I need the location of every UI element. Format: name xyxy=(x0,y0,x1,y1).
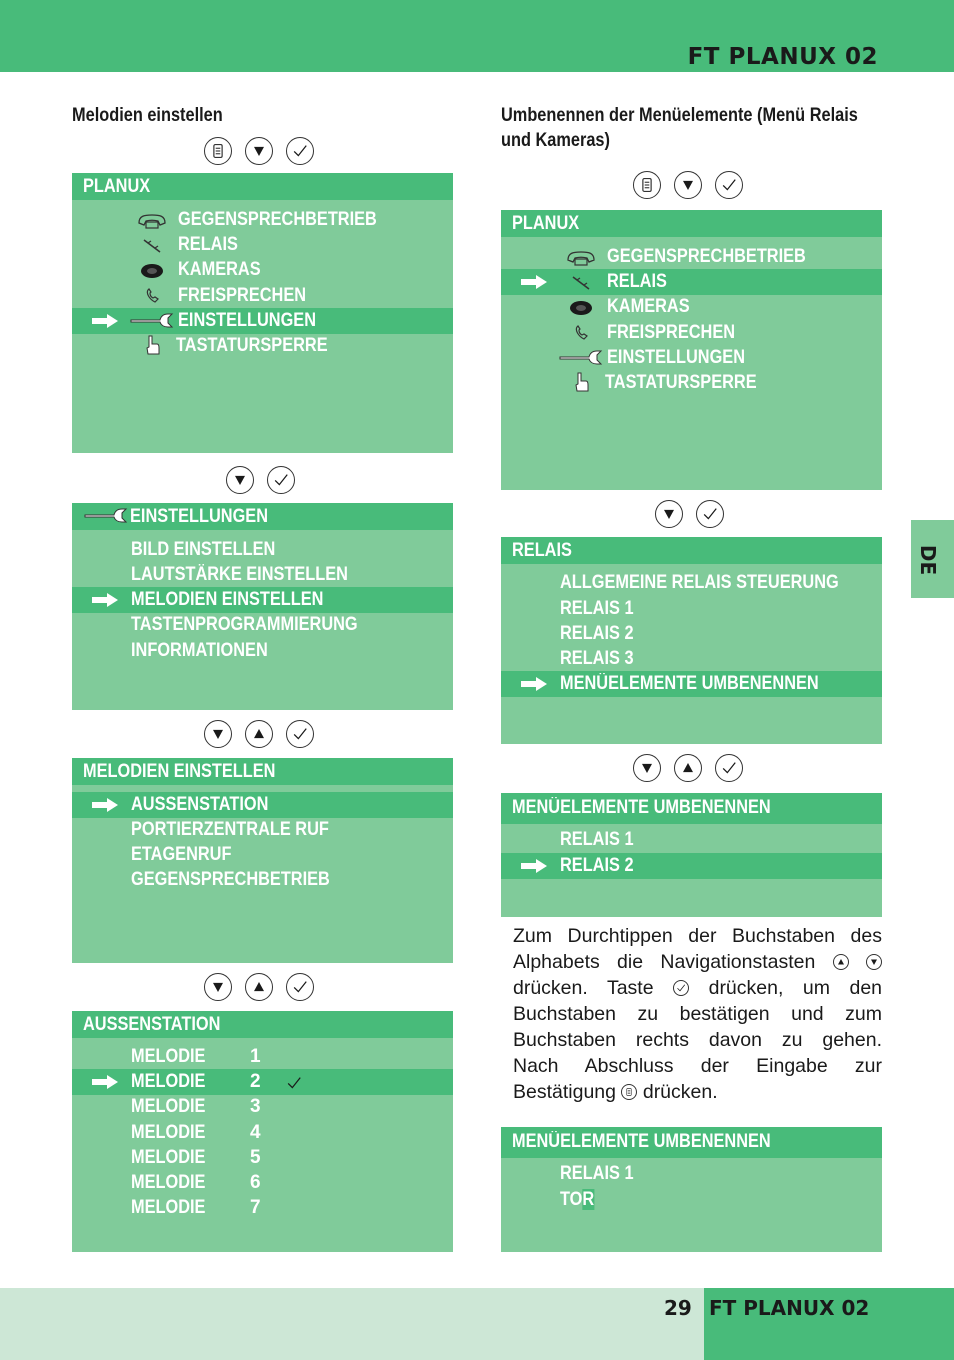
down-arrow-icon xyxy=(866,954,882,970)
menu-panel-planux-right xyxy=(501,210,882,490)
down-arrow-icon xyxy=(674,171,702,199)
keylock-icon xyxy=(573,372,589,392)
panel-header xyxy=(501,210,882,237)
panel-title: MENÜELEMENTE UMBENENNEN xyxy=(512,1131,771,1152)
camera-icon xyxy=(139,262,165,280)
menu-item: RELAIS 2 xyxy=(560,623,634,644)
relay-icon xyxy=(140,237,164,255)
panel-title: PLANUX xyxy=(512,213,580,234)
nav-buttons-2 xyxy=(226,466,295,494)
selection-highlight xyxy=(72,1069,453,1095)
melody-number: 4 xyxy=(250,1122,261,1143)
menu-panel-aussenstation xyxy=(72,1011,453,1252)
footer-title: FT PLANUX 02 xyxy=(709,1296,870,1320)
panel-title: MELODIEN EINSTELLEN xyxy=(83,761,276,782)
menu-item-selected: MENÜELEMENTE UMBENENNEN xyxy=(560,673,819,694)
down-arrow-icon xyxy=(204,720,232,748)
menu-item-selected: RELAIS 2 xyxy=(560,855,634,876)
paragraph-line: Buchstaben zu bestätigen und zum xyxy=(513,1003,882,1025)
menu-panel-planux-left xyxy=(72,173,453,453)
menu-item: FREISPRECHEN xyxy=(607,322,736,343)
panel-title: RELAIS xyxy=(512,540,572,561)
melody-number: 1 xyxy=(250,1046,261,1067)
selection-highlight xyxy=(501,853,882,879)
paragraph-text: Alphabets die Navigationstasten xyxy=(513,951,816,973)
menu-item: RELAIS 1 xyxy=(560,829,634,850)
menu-item-selected: RELAIS xyxy=(607,271,667,292)
panel-header xyxy=(72,758,453,785)
panel-title: EINSTELLUNGEN xyxy=(130,506,268,527)
menu-panel-umbenennen xyxy=(501,793,882,917)
page-number: 29 xyxy=(664,1296,692,1320)
melody-label: MELODIE xyxy=(131,1046,206,1067)
menu-panel-einstellungen xyxy=(72,503,453,710)
melody-number: 5 xyxy=(250,1147,261,1168)
check-icon xyxy=(286,137,314,165)
intercom-icon xyxy=(565,249,597,267)
nav-buttons-7 xyxy=(633,754,743,782)
menu-panel-umbenennen-edit xyxy=(501,1127,882,1252)
menu-item-selected: MELODIEN EINSTELLEN xyxy=(131,589,324,610)
document-title: FT PLANUX 02 xyxy=(687,44,878,70)
relay-icon xyxy=(569,274,593,292)
check-icon xyxy=(286,973,314,1001)
menu-item: TASTATURSPERRE xyxy=(176,335,328,356)
melody-number: 6 xyxy=(250,1172,261,1193)
up-arrow-icon xyxy=(245,973,273,1001)
section-title-melodien: Melodien einstellen xyxy=(72,105,223,126)
selection-arrow-icon xyxy=(92,593,118,607)
selection-arrow-icon xyxy=(521,677,547,691)
down-arrow-icon xyxy=(655,500,683,528)
menu-icon xyxy=(621,1084,637,1100)
down-arrow-icon xyxy=(204,973,232,1001)
menu-item: TASTATURSPERRE xyxy=(605,372,757,393)
paragraph-text: drücken, um den xyxy=(708,977,883,999)
paragraph-line: Nach Abschluss der Eingabe zur xyxy=(513,1055,882,1077)
wrench-icon xyxy=(559,350,603,366)
up-arrow-icon xyxy=(245,720,273,748)
camera-icon xyxy=(568,299,594,317)
menu-item: EINSTELLUNGEN xyxy=(607,347,745,368)
edit-text: TO xyxy=(560,1189,583,1210)
paragraph-line: Buchstaben rechts davon zu gehen. xyxy=(513,1029,882,1051)
up-arrow-icon xyxy=(674,754,702,782)
menu-item: TASTENPROGRAMMIERUNG xyxy=(131,614,358,635)
melody-label: MELODIE xyxy=(131,1096,206,1117)
menu-item: INFORMATIONEN xyxy=(131,640,268,661)
nav-buttons-5 xyxy=(633,171,743,199)
check-icon xyxy=(673,980,689,996)
section-title-umbenennen xyxy=(501,103,881,153)
paragraph-line xyxy=(513,975,882,1001)
check-icon xyxy=(696,500,724,528)
melody-number: 2 xyxy=(250,1071,261,1092)
menu-item: GEGENSPRECHBETRIEB xyxy=(607,246,806,267)
nav-buttons-1 xyxy=(204,137,314,165)
selection-arrow-icon xyxy=(92,314,118,328)
menu-item: PORTIERZENTRALE RUF xyxy=(131,819,329,840)
panel-title: MENÜELEMENTE UMBENENNEN xyxy=(512,797,771,818)
panel-header xyxy=(72,173,453,200)
panel-header xyxy=(501,1127,882,1158)
paragraph-line xyxy=(513,1079,882,1105)
melody-label: MELODIE xyxy=(131,1197,206,1218)
check-icon xyxy=(267,466,295,494)
menu-item: FREISPRECHEN xyxy=(178,285,307,306)
check-icon xyxy=(715,171,743,199)
panel-title: AUSSENSTATION xyxy=(83,1014,221,1035)
menu-icon xyxy=(633,171,661,199)
melody-label: MELODIE xyxy=(131,1147,206,1168)
wrench-icon xyxy=(130,313,174,329)
nav-buttons-6 xyxy=(655,500,724,528)
check-icon xyxy=(284,1073,304,1093)
panel-title: PLANUX xyxy=(83,176,151,197)
handsfree-icon xyxy=(572,324,592,342)
footer-band xyxy=(0,1288,704,1360)
nav-buttons-4 xyxy=(204,973,314,1001)
down-arrow-icon xyxy=(633,754,661,782)
melody-label: MELODIE xyxy=(131,1172,206,1193)
menu-item-selected: AUSSENSTATION xyxy=(131,794,269,815)
menu-icon xyxy=(204,137,232,165)
menu-item-selected: EINSTELLUNGEN xyxy=(178,310,316,331)
selection-arrow-icon xyxy=(521,275,547,289)
menu-item: KAMERAS xyxy=(178,259,261,280)
language-tab-label: DE xyxy=(916,544,940,576)
selection-highlight xyxy=(501,269,882,295)
edit-cursor: R xyxy=(582,1189,595,1210)
handsfree-icon xyxy=(143,287,163,305)
section-title-line: Umbenennen der Menüelemente (Menü Relais xyxy=(501,105,858,126)
paragraph-text: drücken. xyxy=(642,1081,718,1103)
menu-item: BILD EINSTELLEN xyxy=(131,539,276,560)
melody-label: MELODIE xyxy=(131,1071,206,1092)
up-arrow-icon xyxy=(833,954,849,970)
selection-arrow-icon xyxy=(92,798,118,812)
menu-item: RELAIS 3 xyxy=(560,648,634,669)
wrench-icon xyxy=(84,508,128,524)
section-title-line: und Kameras) xyxy=(501,130,610,151)
down-arrow-icon xyxy=(226,466,254,494)
menu-item: KAMERAS xyxy=(607,296,690,317)
selection-arrow-icon xyxy=(521,859,547,873)
panel-header xyxy=(72,1011,453,1038)
paragraph-line: Zum Durchtippen der Buchstaben des xyxy=(513,925,882,947)
melody-number: 3 xyxy=(250,1096,261,1117)
nav-buttons-3 xyxy=(204,720,314,748)
menu-item: LAUTSTÄRKE EINSTELLEN xyxy=(131,564,348,585)
menu-panel-relais xyxy=(501,537,882,744)
edit-field xyxy=(560,1187,594,1212)
menu-item: ALLGEMEINE RELAIS STEUERUNG xyxy=(560,572,839,593)
menu-item: RELAIS 1 xyxy=(560,598,634,619)
instruction-paragraph xyxy=(513,923,882,1105)
paragraph-text: Bestätigung xyxy=(513,1081,616,1103)
check-icon xyxy=(715,754,743,782)
melody-label: MELODIE xyxy=(131,1122,206,1143)
paragraph-line xyxy=(513,949,882,975)
check-icon xyxy=(286,720,314,748)
melody-number: 7 xyxy=(250,1197,261,1218)
menu-item: RELAIS xyxy=(178,234,238,255)
keylock-icon xyxy=(144,335,160,355)
menu-panel-melodien xyxy=(72,758,453,963)
selection-arrow-icon xyxy=(92,1075,118,1089)
intercom-icon xyxy=(136,212,168,230)
panel-header xyxy=(501,537,882,564)
down-arrow-icon xyxy=(245,137,273,165)
paragraph-text: drücken. Taste xyxy=(513,977,654,999)
menu-item: GEGENSPRECHBETRIEB xyxy=(178,209,377,230)
menu-item: ETAGENRUF xyxy=(131,844,232,865)
menu-item: RELAIS 1 xyxy=(560,1163,634,1184)
menu-item: GEGENSPRECHBETRIEB xyxy=(131,869,330,890)
panel-header xyxy=(501,793,882,824)
